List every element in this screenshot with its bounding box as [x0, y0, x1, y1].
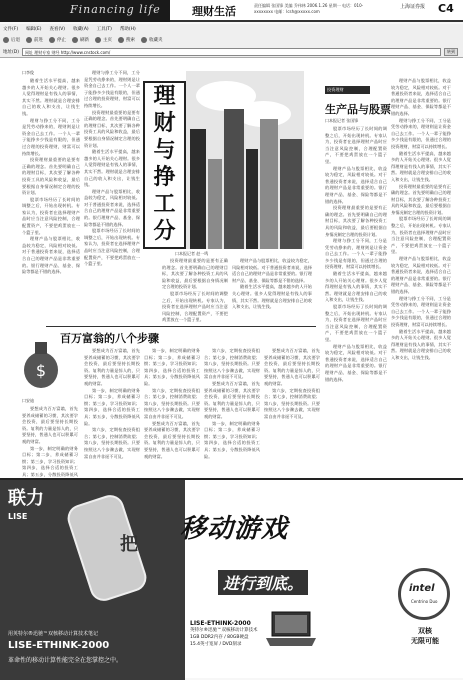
editor-meta: 责任编辑 张国锋 美编 乔伟林 2006.1.26 星期一 电话：010-xxxxxxxx 电邮：lcsh@xxxxx.com: [254, 3, 364, 14]
paragraph: 理财产品与股票相比，收益较为稳定，风险相对较低。对于普通投资者来说，选择适合自己的理财产品是非常重要的。银行理财产品、基金、保险等都是不错的选择。: [325, 165, 387, 204]
text-column-2: [84, 70, 140, 326]
paragraph: 投资理财最重要的是要有正确的理念。首先要明确自己的理财目标，其次要了解各种投资工具的风险和收益，最后要根据自身情况制定合理的投资计划。: [162, 258, 228, 290]
page-number: C4: [438, 2, 454, 15]
main-headline: [143, 81, 186, 249]
menu-view[interactable]: 查看(V): [49, 27, 66, 32]
paper-name: 上海证券报: [400, 4, 426, 10]
menu-file[interactable]: 文件(F): [3, 27, 19, 32]
masthead: [0, 0, 463, 22]
intel-sub: Centrino Duo: [411, 599, 438, 604]
forward-button[interactable]: [26, 37, 43, 43]
paragraph: 随着生活水平提高，越来越多的人开始关心理财。很多人觉得理财是有钱人的事情，其实不然。理财就是合理安排自己的收入和支出，让钱生钱。: [22, 78, 80, 116]
ad-tagline: 用英特尔®迅驰™双核移动计算技术笔记: [8, 631, 99, 637]
paragraph: 理财产品与股票相比，收益较为稳定，风险相对较低。对于普通投资者来说，选择适合自己的理财产品是非常重要的。银行理财产品、基金、保险等都是不错的选择。: [391, 256, 451, 294]
paragraph: 随着生活水平提高，越来越多的人开始关心理财。很多人觉得理财是有钱人的事情，其实不然。理财就是合理安排自己的收入和支出，让钱生钱。: [84, 149, 140, 188]
mid-headline: 百万富翁的八个步骤: [60, 332, 159, 345]
paragraph: 要想成为百万富翁，首先要养成储蓄的习惯，其次要学会投资，最后要坚持长期投资。复利的力量是惊人的，只要坚持，普通人也可以积累可观的财富。: [204, 380, 260, 419]
paragraph: 理财与挣工分不同，工分是凭劳动挣来的，理财则是让资金自己去工作。一个人一辈子能挣多少钱是有限的，但通过合理的投资理财，财富可以持续增长。: [84, 70, 140, 108]
paragraph: 投资理财最重要的是要有正确的理念。首先要明确自己的理财目标，其次要了解各种投资工具的风险和收益，最后要根据自身情况制定合理的投资计划。: [391, 183, 451, 215]
ad-brand-cn: 联力: [8, 488, 44, 509]
paragraph: 股票市场经历了长时间的调整之后，开始出现转机。专家认为，投资者在选择理财产品时应当注意风险控制，合理配置资产，不要把鸡蛋放在一个篮子里。: [325, 304, 387, 342]
back-label: 后退: [11, 38, 20, 43]
text-column-3: [162, 258, 228, 326]
building: [246, 149, 258, 249]
right-section-tag: 投资理财: [325, 86, 370, 94]
paragraph: 理财产品与股票相比，收益较为稳定，风险相对较低。对于普通投资者来说，选择适合自己的理财产品是非常重要的。银行理财产品、基金、保险等都是不错的选择。: [325, 343, 387, 382]
ad-brand-en: LISE: [8, 512, 28, 521]
building: [260, 119, 278, 249]
building: [224, 109, 244, 249]
ad-title: 移动游戏: [180, 514, 289, 544]
menu-favorites[interactable]: 收藏(A): [73, 27, 89, 32]
refresh-button[interactable]: [72, 37, 89, 43]
city-illustration: [186, 71, 304, 249]
paragraph: 股票市场经历了长时间的调整之后，开始出现转机。专家认为，投资者在选择理财产品时应当注意风险控制，合理配置资产，不要把鸡蛋放在一个篮子里。: [391, 216, 451, 255]
paragraph: 理财产品与股票相比，收益较为稳定，风险相对较低。对于普通投资者来说，选择适合自己的理财产品是非常重要的。银行理财产品、基金、保险等都是不错的选择。: [232, 258, 312, 283]
paragraph: 要想成为百万富翁，首先要养成储蓄的习惯，其次要学会投资，最后要坚持长期投资。复利的力量是惊人的，只要坚持，普通人也可以积累可观的财富。: [22, 406, 78, 444]
back-button[interactable]: [3, 37, 20, 43]
ad-dual-core: 双核 无限可能: [411, 627, 439, 645]
favorites-button[interactable]: [141, 37, 163, 43]
paragraph: 要想成为百万富翁，首先要养成储蓄的习惯，其次要学会投资，最后要坚持长期投资。复利的力量是惊人的，只要坚持，普通人也可以积累可观的财富。: [264, 348, 320, 386]
intel-wordmark: intel: [409, 583, 435, 594]
address-label: 地址(D): [3, 49, 19, 55]
paragraph: 股票市场经历了长时间的调整之后，开始出现转机。专家认为，投资者在选择理财产品时应当注意风险控制，合理配置资产，不要把鸡蛋放在一个篮子里。: [22, 196, 80, 235]
masthead-logo: Financing life: [70, 3, 161, 16]
text-column-mid-5: [264, 348, 320, 476]
browser-chrome: [0, 24, 463, 58]
paragraph: 随着生活水平提高，越来越多的人开始关心理财。很多人觉得理财是有钱人的事情，其实不然。理财就是合理安排自己的收入和支出，让钱生钱。: [391, 150, 451, 182]
ad-product-title: LISE-ETHINK-2000: [190, 620, 251, 627]
laptop-icon: [264, 610, 318, 648]
paragraph: 随着生活水平提高，越来越多的人开始关心理财。很多人觉得理财是有钱人的事情，其实不然。理财就是合理安排自己的收入和支出，让钱生钱。: [391, 328, 451, 360]
advertisement[interactable]: [0, 478, 463, 678]
paragraph: 第一步，制定明确的财务目标；第二步，养成储蓄习惯；第三步，学习投资知识；第四步，选择合适的投资工具；第五步，分散投资降低风险。: [84, 387, 140, 426]
paragraph: 理财与挣工分不同，工分是凭劳动挣来的，理财则是让资金自己去工作。一个人一辈子能挣多少钱是有限的，但通过合理的投资理财，财富可以持续增长。: [325, 238, 387, 270]
paragraph: 第一步，制定明确的财务目标；第二步，养成储蓄习惯；第三步，学习投资知识；第四步，选择合适的投资工具；第五步，分散投资降低风险。: [204, 420, 260, 459]
text-column-mid-4: [204, 348, 260, 476]
text-column-mid-2: [84, 348, 140, 476]
building: [190, 129, 206, 249]
headline-char: 理: [153, 83, 176, 109]
section-rule: [46, 326, 316, 327]
paragraph: 随着生活水平提高，越来越多的人开始关心理财。很多人觉得理财是有钱人的事情，其实不然。理财就是合理安排自己的收入和支出，让钱生钱。: [232, 284, 312, 310]
building: [208, 159, 222, 249]
paragraph: 随着生活水平提高，越来越多的人开始关心理财。很多人觉得理财是有钱人的事情，其实不然。理财就是合理安排自己的收入和支出，让钱生钱。: [325, 271, 387, 303]
favorites-label: 收藏夹: [149, 38, 163, 43]
text-column-right-2: [391, 78, 451, 476]
go-button[interactable]: 转到: [444, 48, 458, 56]
svg-text:$: $: [35, 361, 47, 380]
ad-subtitle: 进行到底。: [218, 570, 308, 595]
paragraph: 理财产品与股票相比，收益较为稳定，风险相对较低。对于普通投资者来说，选择适合自己的理财产品是非常重要的。银行理财产品、基金、保险等都是不错的选择。: [84, 188, 140, 227]
paragraph: 股票市场经历了长时间的调整之后，开始出现转机。专家认为，投资者在选择理财产品时应当注意风险控制，合理配置资产，不要把鸡蛋放在一个篮子里。: [84, 228, 140, 267]
home-label: 主页: [103, 38, 112, 43]
paragraph: 理财与挣工分不同，工分是凭劳动挣来的，理财则是让资金自己去工作。一个人一辈子能挣多少钱是有限的，但通过合理的投资理财，财富可以持续增长。: [22, 117, 80, 156]
paragraph: 第一步，制定明确的财务目标；第二步，养成储蓄习惯；第三步，学习投资知识；第四步，选择合适的投资工具；第五步，分散投资降低风: [22, 445, 78, 477]
paragraph: 理财产品与股票相比，收益较为稳定，风险相对较低。对于普通投资者来说，选择适合自己的理财产品是非常重要的。银行理财产品、基金、保险等都是不错的选择。: [22, 236, 80, 275]
ad-product-spec: 英特尔®迅驰™双核移动计算技术 1GB DDR2内存 / 80GB硬盘 15.4英寸宽屏 / DVD刻录: [190, 628, 258, 647]
text-column-1: [22, 78, 80, 326]
paragraph: 理财产品与股票相比，收益较为稳定，风险相对较低。对于普通投资者来说，选择适合自己的理财产品是非常重要的。银行理财产品、基金、保险等都是不错的选择。: [391, 78, 451, 116]
right-byline: 口本报记者 张国锋: [325, 118, 359, 123]
paragraph: 第一步，制定明确的财务目标；第二步，养成储蓄习惯；第三步，学习投资知识；第四步，选择合适的投资工具；第五步，分散投资降低风险。: [144, 348, 200, 386]
ad-ba: 把: [120, 534, 138, 555]
paragraph: 股票市场经历了长时间的调整之后，开始出现转机。专家认为，投资者在选择理财产品时应当注意风险控制，合理配置资产，不要把鸡蛋放在一个篮子里。: [325, 126, 387, 164]
money-bag-icon: [22, 332, 60, 390]
search-icon: [118, 37, 124, 43]
paragraph: 理财与挣工分不同，工分是凭劳动挣来的，理财则是让资金自己去工作。一个人一辈子能挣多少钱是有限的，但通过合理的投资理财，财富可以持续增长。: [391, 117, 451, 149]
forward-label: 前进: [34, 38, 43, 43]
right-headline: 生产品与股票: [325, 103, 391, 116]
menu-tools[interactable]: 工具(T): [96, 27, 112, 32]
text-column-mid-1: [22, 406, 78, 476]
ad-product-info: [190, 620, 262, 648]
text-column-mid-3: [144, 348, 200, 476]
ad-left-panel: [0, 480, 185, 680]
newspaper-page: [0, 58, 463, 678]
paragraph: 投资理财最重要的是要有正确的理念。首先要明确自己的理财目标，其次要了解各种投资工具的风险和收益，最后要根据自身情况制定合理的投资计划。: [22, 157, 80, 196]
paragraph: 理财与挣工分不同，工分是凭劳动挣来的，理财则是让资金自己去工作。一个人一辈子能挣多少钱是有限的，但通过合理的投资理财，财富可以持续增长。: [391, 295, 451, 327]
menu-help[interactable]: 帮助(H): [119, 27, 136, 32]
ad-model: LISE-ETHINK-2000: [8, 640, 110, 651]
refresh-icon: [72, 37, 78, 43]
paragraph: 第六步，定期检查投资组合；第七步，控制消费欲望；第八步，坚持长期投资。只要按照这八个步骤去做，实现财富自由并非遥不可及。: [264, 387, 320, 419]
byline-right: 口本报记者 赵一鸣: [175, 251, 209, 256]
headline-char: 财: [153, 110, 176, 136]
mid-byline: 口安迪: [22, 398, 34, 403]
headline-char: 分: [153, 218, 176, 244]
building: [280, 139, 302, 249]
home-icon: [95, 37, 101, 43]
intel-logo: [398, 568, 450, 620]
address-bar: [3, 47, 458, 56]
forward-icon: [26, 37, 32, 43]
masthead-banner: [0, 0, 170, 22]
paragraph: 要想成为百万富翁，首先要养成储蓄的习惯，其次要学会投资，最后要坚持长期投资。复利的力量是惊人的，只要坚持，普通人也可以积累可观的财富。: [84, 348, 140, 386]
paragraph: 第六步，定期检查投资组合；第七步，控制消费欲望；第八步，坚持长期投资。只要按照这八个步骤去做，实现财富自由并非遥不可及。: [144, 387, 200, 419]
headline-char: 挣: [153, 164, 176, 190]
toolbar: [3, 35, 458, 45]
search-button[interactable]: [118, 37, 135, 43]
ad-brand: [8, 490, 44, 526]
back-icon: [3, 37, 9, 43]
paragraph: 要想成为百万富翁，首先要养成储蓄的习惯，其次要学会投资，最后要坚持长期投资。复利的力量是惊人的，只要坚持，普通人也可以积累可观的财富。: [144, 420, 200, 459]
stop-icon: [49, 37, 55, 43]
refresh-label: 刷新: [80, 38, 89, 43]
text-column-right-1: [325, 126, 387, 476]
paragraph: 投资理财最重要的是要有正确的理念。首先要明确自己的理财目标，其次要了解各种投资工具的风险和收益，最后要根据自身情况制定合理的投资计划。: [325, 205, 387, 237]
ad-slogan: 革命性的移动计算性能完全在您掌控之中。: [8, 657, 123, 664]
paragraph: 投资理财最重要的是要有正确的理念。首先要明确自己的理财目标，其次要了解各种投资工具的风险和收益，最后要根据自身情况制定合理的投资计划。: [84, 109, 140, 148]
menu-bar: [3, 26, 458, 34]
home-button[interactable]: [95, 37, 112, 43]
headline-char: 工: [153, 191, 176, 217]
star-icon: [141, 37, 147, 43]
paragraph: 第六步，定期检查投资组合；第七步，控制消费欲望；第八步，坚持长期投资。只要按照这八个步骤去做，实现财富自由并非遥不可及。: [84, 427, 140, 459]
address-input[interactable]: 网址 理财专家 财经 http://www.cnstock.com/: [22, 48, 441, 56]
search-label: 搜索: [126, 38, 135, 43]
menu-edit[interactable]: 编辑(E): [26, 27, 42, 32]
text-column-4: [232, 258, 312, 326]
byline-left: 口李俊: [22, 70, 34, 75]
paragraph: 股票市场经历了长时间的调整之后，开始出现转机。专家认为，投资者在选择理财产品时应当注意风险控制，合理配置资产，不要把鸡蛋放在一个篮子里。: [162, 290, 228, 323]
section-title: 理财生活: [192, 5, 236, 18]
stop-label: 停止: [57, 38, 66, 43]
paragraph: 第六步，定期检查投资组合；第七步，控制消费欲望；第八步，坚持长期投资。只要按照这八个步骤去做，实现财富自由并非遥不可及。: [204, 348, 260, 380]
headline-char: 与: [153, 137, 176, 163]
stop-button[interactable]: [49, 37, 66, 43]
